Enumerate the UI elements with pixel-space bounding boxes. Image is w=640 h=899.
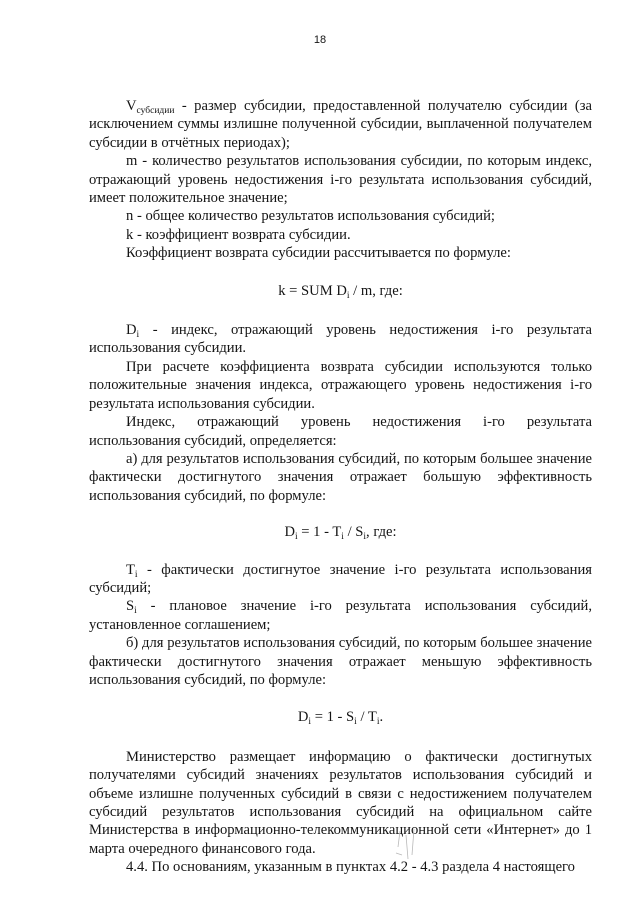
paragraph-ministry-publication: Министерство размещает информацию о фактически достигнутых получателями субсидий значениях результатов использования субсидий и объеме излишне полученных субсидий в связи с недостижением получателем субсидий результатов использования субсидий на официальном сайте Министерства в информационно-телекоммуникационной сети «Интернет» до 1 марта очередного финансового года. [89, 748, 592, 857]
definition-s: $S_i$ - плановое значение i-го результата использования субсидий, установленное соглашением; [89, 598, 592, 633]
document-body [89, 97, 592, 877]
paragraph-case-a: а) для результатов использования субсидий, по которым большее значение фактически достигнутого значения отражает большую эффективность использования субсидий, по формуле: [89, 450, 592, 504]
pen-mark [388, 825, 428, 865]
definition-d-index: $D_i$ - индекс, отражающий уровень недостижения i-го результата использования субсидии. [89, 322, 592, 357]
formula-d-case-a: $D_i = 1 - T_i / S_i$, где: [284, 524, 397, 543]
paragraph-index-determination: Индекс, отражающий уровень недостижения i-го результата использования субсидий, определяется: [89, 414, 592, 449]
definition-v-subsidy: $V_{субсидии}$ - размер субсидии, предоставленной получателю субсидии (за исключением суммы излишне полученной субсидии, выплаченной получателем субсидии в отчётных периодах); [89, 98, 592, 151]
paragraph-case-b: б) для результатов использования субсидий, по которым большее значение фактически достигнутого значения отражает меньшую эффективность использования субсидий, по формуле: [89, 635, 592, 688]
paragraph-4-4: 4.4. По основаниям, указанным в пунктах 4.2 - 4.3 раздела 4 настоящего [126, 859, 575, 876]
formula-k: k = SUM $D_i$ / m, где: [278, 282, 403, 301]
definition-n: n - общее количество результатов использования субсидий; [126, 208, 495, 225]
formula-d-case-b: $D_i = 1 - S_i / T_i$. [297, 709, 384, 728]
definition-m: m - количество результатов использования субсидии, по которым индекс, отражающий уровень недостижения i-го результата использования субсидий, имеет положительное значение; [89, 153, 592, 207]
definition-t: $T_i$ - фактически достигнутое значение i-го результата использования субсидий; [89, 561, 592, 596]
paragraph-formula-intro: Коэффициент возврата субсидии рассчитывается по формуле: [126, 245, 511, 262]
page-number: 18 [313, 34, 327, 46]
paragraph-positive-values: При расчете коэффициента возврата субсидии используются только положительные значения индекса, отражающего уровень недостижения i-го результата использования субсидии. [89, 358, 592, 412]
definition-k: k - коэффициент возврата субсидии. [126, 226, 351, 243]
